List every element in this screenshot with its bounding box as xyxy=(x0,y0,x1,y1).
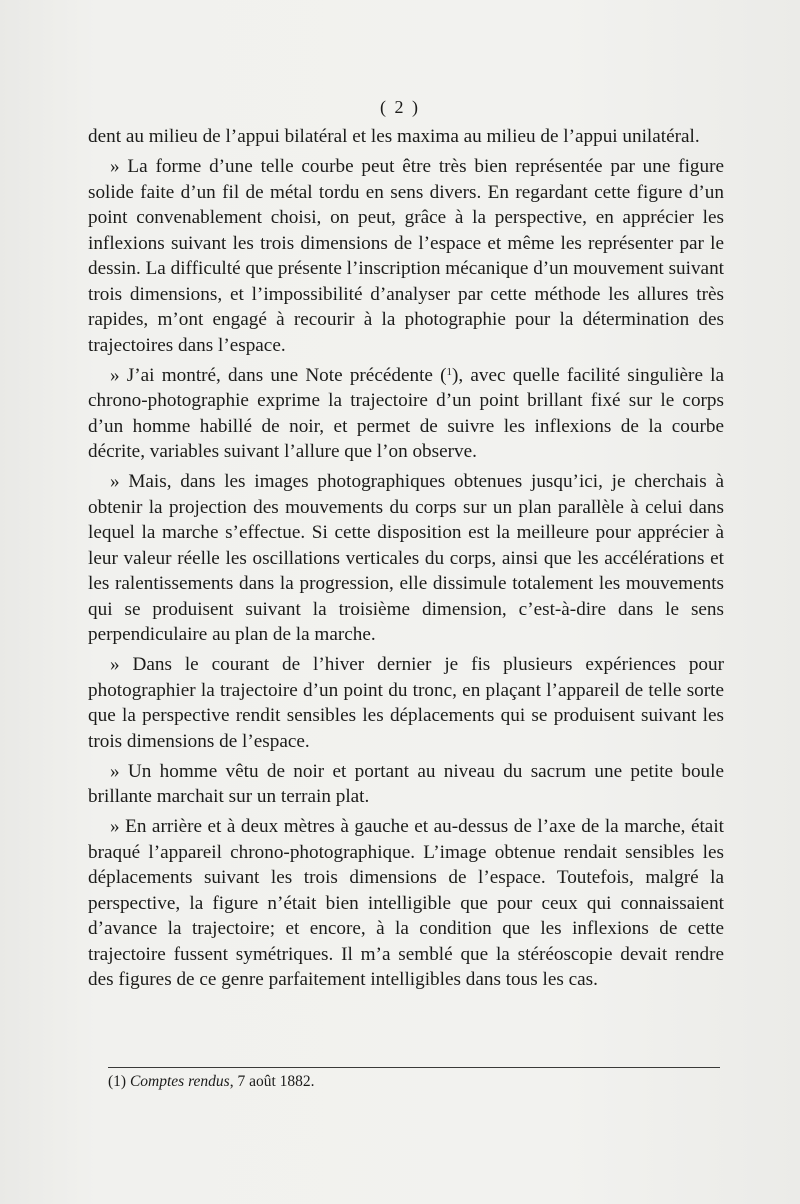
body-text xyxy=(88,124,724,997)
footnote-details: , 7 août 1882. xyxy=(229,1073,315,1090)
paragraph-previous-note xyxy=(88,363,724,465)
paragraph-curve-shape: » La forme d’une telle courbe peut être très bien représentée par une figure solide faite d’un fil de métal tordu en sens divers. En regardant cette figure d’un point convenablement choisi, on peut, grâce à la perspective, en apprécier les inflexions suivant les trois dimensions de l’espace et même les représenter par le dessin. La difficulté que présente l’inscription mécanique d’un mouvement suivant trois dimensions, et l’impossibilité d’analyser par cette méthode les allures très rapides, m’ont engagé à recourir à la photographie pour la détermination des trajectoires dans l’espace. xyxy=(88,156,724,356)
paragraph-camera-position: » En arrière et à deux mètres à gauche et au-dessus de l’axe de la marche, était braqué l’appareil chrono-photographique. L’image obtenue rendait sensibles les déplacements suivant les trois dimensions de l’espace. Toutefois, malgré la perspective, la figure n’était bien intelligible que pour ceux qui connaissaient d’avance la trajectoire; et encore, à la condition que les inflexions de cette trajectoire fussent symétriques. Il m’a semblé que la stéréoscopie devait rendre des figures de ce genre parfaitement intelligibles dans tous les cas. xyxy=(88,816,724,990)
footnote-title: Comptes rendus xyxy=(129,1073,230,1090)
footnote xyxy=(108,1072,315,1092)
paragraph-man-in-black: » Un homme vêtu de noir et portant au niveau du sacrum une petite boule brillante marchait sur un terrain plat. xyxy=(88,760,724,807)
paragraph-previous-note-end: ), avec quelle facilité singulière la chrono-photographie exprime la trajectoire d’un point brillant fixé sur le corps d’un homme habillé de noir, et permet de suivre les inflexions de la courbe décrite, variables suivant l’allure que l’on observe. xyxy=(88,364,725,462)
footnote-reference: 1 xyxy=(446,365,453,378)
footnote-divider xyxy=(108,1067,720,1068)
paragraph-winter-experiments: » Dans le courant de l’hiver dernier je fis plusieurs expériences pour photographier la trajectoire d’un point du tronc, en plaçant l’appareil de telle sorte que la perspective rendit sensibles les déplacements qui se produisent suivant les trois dimensions de l’espace. xyxy=(88,654,724,752)
page-number: ( 2 ) xyxy=(380,97,420,117)
paragraph-previous-note-start: » J’ai montré, dans une Note précédente ( xyxy=(110,364,447,386)
paragraph-continuation: dent au milieu de l’appui bilatéral et les maxima au milieu de l’appui unilatéral. xyxy=(88,126,700,147)
footnote-marker: (1) xyxy=(108,1073,127,1090)
paragraph-projection: » Mais, dans les images photographiques obtenues jusqu’ici, je cherchais à obtenir la projection des mouvements du corps sur un plan parallèle à celui dans lequel la marche s’effectue. Si cette disposition est la meilleure pour apprécier à leur valeur réelle les oscillations verticales du corps, ainsi que les accélérations et les ralentissements dans la progression, elle dissimule totalement les mouvements qui se produisent suivant la troisième dimension, c’est-à-dire dans le sens perpendiculaire au plan de la marche. xyxy=(88,471,724,645)
